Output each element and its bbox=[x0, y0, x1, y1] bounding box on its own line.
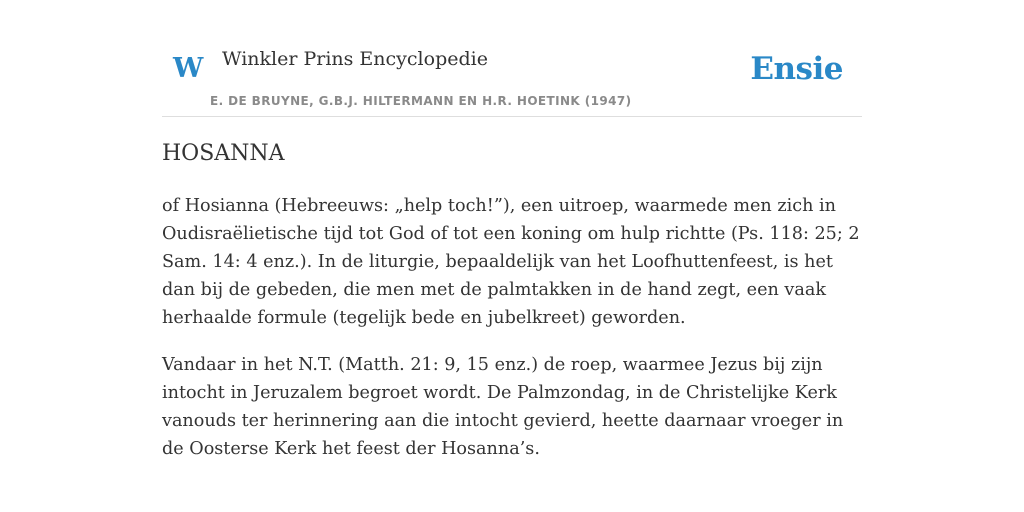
article-paragraph: of Hosianna (Hebreeuws: „help toch!”), een uitroep, waarmede men zich in Oudisraëlietische tijd tot God of tot een koning om hulp richtte (Ps. 118: 25; 2 Sam. 14: 4 enz.). In de liturgie, bepaaldelijk van het Loofhuttenfeest, is het dan bij de gebeden, die men met de palmtakken in de hand zegt, een vaak herhaalde formule (tegelijk bede en jubelkreet) geworden. bbox=[162, 196, 860, 328]
article-paragraph: Vandaar in het N.T. (Matth. 21: 9, 15 enz.) de roep, waarmee Jezus bij zijn intocht in Jeruzalem begroet wordt. De Palmzondag, in de Christelijke Kerk vanouds ter herinnering aan die intocht gevierd, heette daarnaar vroeger in de Oosterse Kerk het feest der Hosanna’s. bbox=[162, 355, 844, 459]
article-body bbox=[162, 192, 862, 482]
authors-line: E. DE BRUYNE, G.B.J. HILTERMANN EN H.R. HOETINK (1947) bbox=[210, 94, 632, 108]
winkler-prins-logo[interactable]: W bbox=[173, 53, 204, 84]
article-title: HOSANNA bbox=[162, 141, 285, 166]
page bbox=[162, 0, 862, 459]
site-header bbox=[162, 0, 862, 117]
ensie-logo[interactable]: Ensie bbox=[750, 51, 843, 87]
encyclopedia-title[interactable]: Winkler Prins Encyclopedie bbox=[222, 48, 488, 70]
